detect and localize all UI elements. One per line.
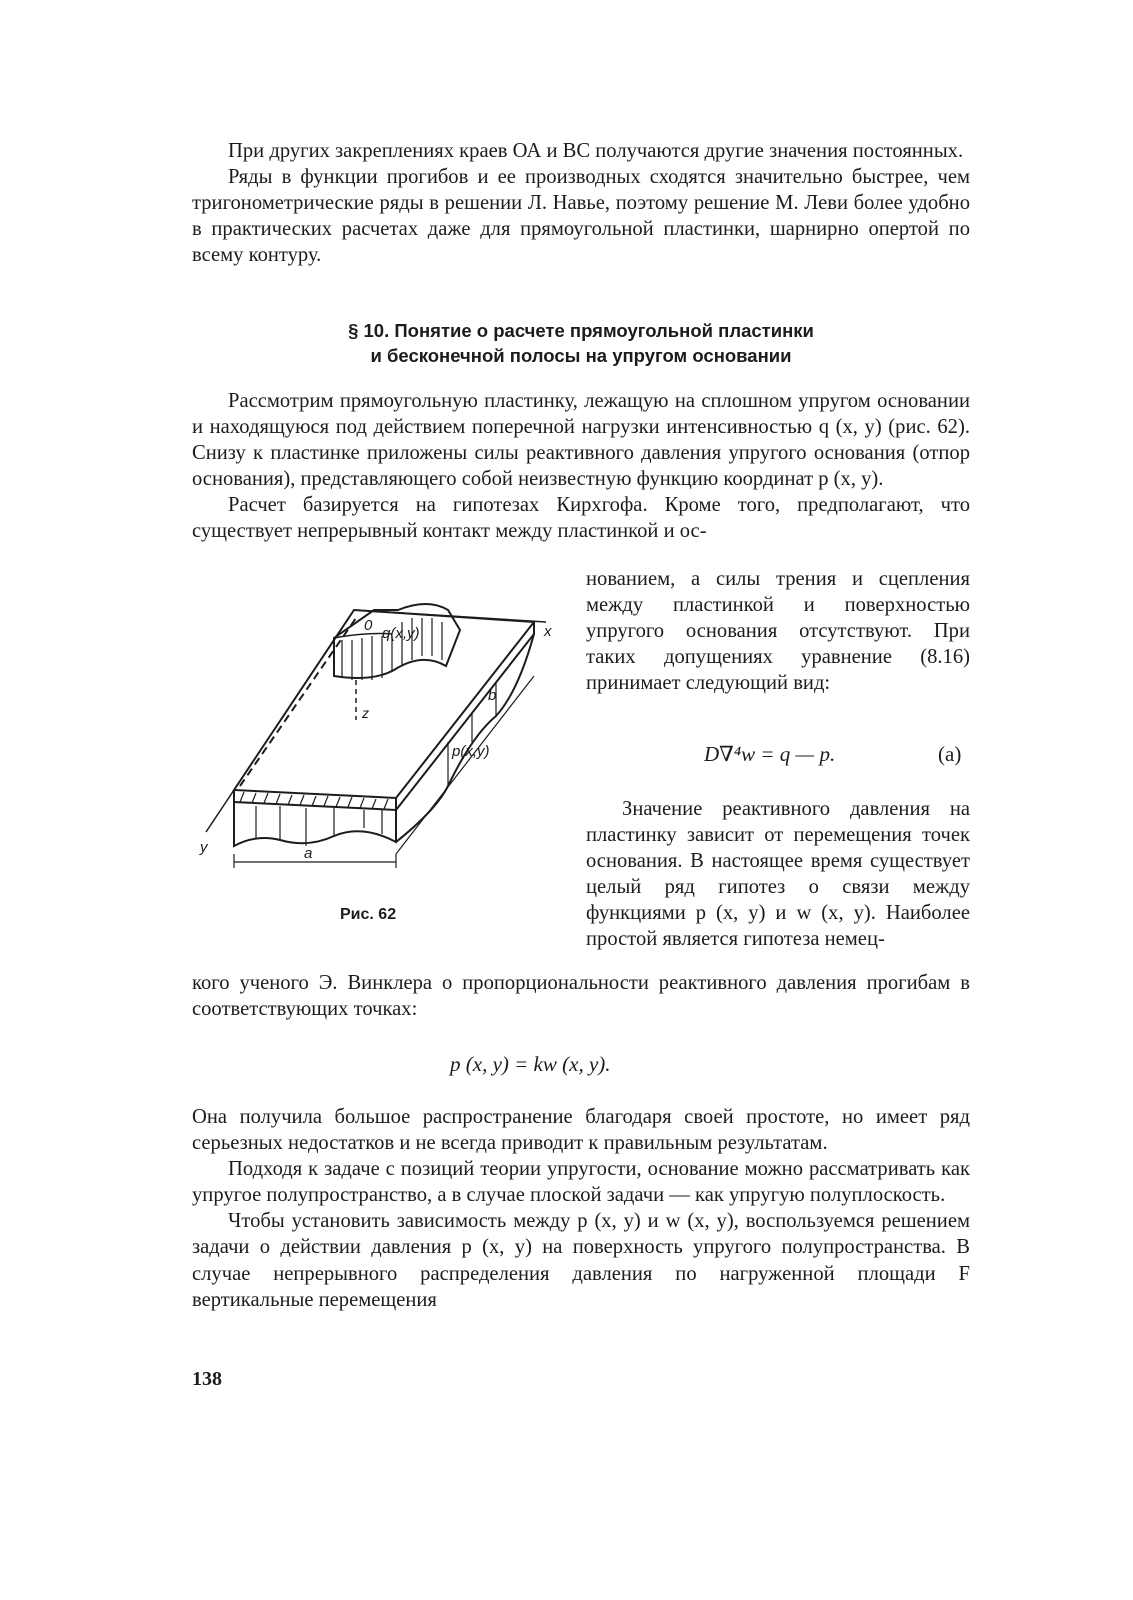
figure-label-a: a [304, 845, 313, 862]
body-block-bottom [192, 1104, 970, 1313]
plate-side-edge [396, 622, 534, 810]
paragraph-boundary-conditions: При других закреплениях краев ОА и ВС получаются другие значения постоянных. [228, 140, 964, 162]
wrap-text-upper [586, 566, 970, 696]
page-number: 138 [192, 1368, 222, 1390]
equation-winkler: p (x, y) = kw (x, y). [450, 1052, 611, 1076]
intro-block [192, 138, 970, 268]
figure-label-b: b [488, 687, 497, 704]
dimension-b-line [396, 676, 534, 854]
paragraph-series-convergence: Ряды в функции прогибов и ее производных сходятся значительно быстрее, чем тригонометрические ряды в решении Л. Навье, поэтому решение М. Леви более удобно в практических расчетах даже для прямоугольной пластинки, шарнирно опертой по всему контуру. [192, 166, 970, 267]
equation-plate: D∇⁴w = q — p. [704, 742, 836, 766]
y-axis-line [206, 790, 234, 832]
figure-label-x: x [544, 623, 552, 640]
section-heading [192, 318, 970, 368]
reaction-profile-side [396, 634, 534, 842]
figure-label-z: z [362, 705, 369, 721]
paragraph-kirchhoff-continued: нованием, а силы трения и сцепления между пластинкой и поверхностью упругого основания отсутствуют. При таких допущениях уравнение (8.16) принимает следующий вид: [586, 568, 970, 695]
figure-caption: Рис. 62 [340, 906, 397, 923]
section-heading-line2: и бесконечной полосы на упругом основании [370, 345, 792, 366]
body-block-top [192, 388, 970, 545]
figure-62-plate-diagram [196, 596, 556, 872]
paragraph-displacement-relation: Чтобы установить зависимость между p (x, y) и w (x, y), воспользуемся решением задачи о действии давления p (x, y) на поверхность упругого полупространства. В случае непрерывного распределения давления по нагруженной площади F вертикальные перемещения [192, 1210, 970, 1311]
figure-label-origin: 0 [364, 617, 373, 634]
paragraph-winkler-hypothesis: кого ученого Э. Винклера о пропорциональности реактивного давления прогибам в соответствующих точках: [192, 972, 970, 1021]
winkler-block [192, 970, 970, 1022]
wrap-text-lower [586, 796, 970, 953]
paragraph-popularity: Она получила большое распространение благодаря своей простоте, но имеет ряд серьезных недостатков и не всегда приводит к правильным результатам. [192, 1106, 970, 1155]
paragraph-elastic-halfspace: Подходя к задаче с позиций теории упругости, основание можно рассматривать как упругое полупространство, а в случае плоской задачи — как упругую полуплоскость. [192, 1158, 970, 1207]
figure-label-load: q(x,y) [382, 625, 420, 642]
figure-label-y: y [200, 839, 208, 856]
section-heading-line1: § 10. Понятие о расчете прямоугольной пластинки [348, 320, 814, 341]
paragraph-consider-plate: Рассмотрим прямоугольную пластинку, лежащую на сплошном упругом основании и находящуюся под действием поперечной нагрузки интенсивностью q (x, y) (рис. 62). Снизу к пластинке приложены силы реактивного давления упругого основания (отпор основания), представляющего собой неизвестную функцию координат p (x, y). [192, 390, 970, 491]
equation-plate-label: (a) [938, 742, 962, 766]
paragraph-kirchhoff-start: Расчет базируется на гипотезах Кирхгофа. Кроме того, предполагают, что существует непрерывный контакт между пластинкой и ос- [192, 494, 970, 543]
figure-label-reaction: p(x,y) [452, 743, 490, 760]
plate-inner-dashed [240, 618, 356, 786]
paragraph-reactive-pressure: Значение реактивного давления на пластинку зависит от перемещения точек основания. В настоящее время существует целый ряд гипотез о связи между функциями p (x, y) и w (x, y). Наиболее простой является гипотеза немец- [586, 798, 970, 951]
